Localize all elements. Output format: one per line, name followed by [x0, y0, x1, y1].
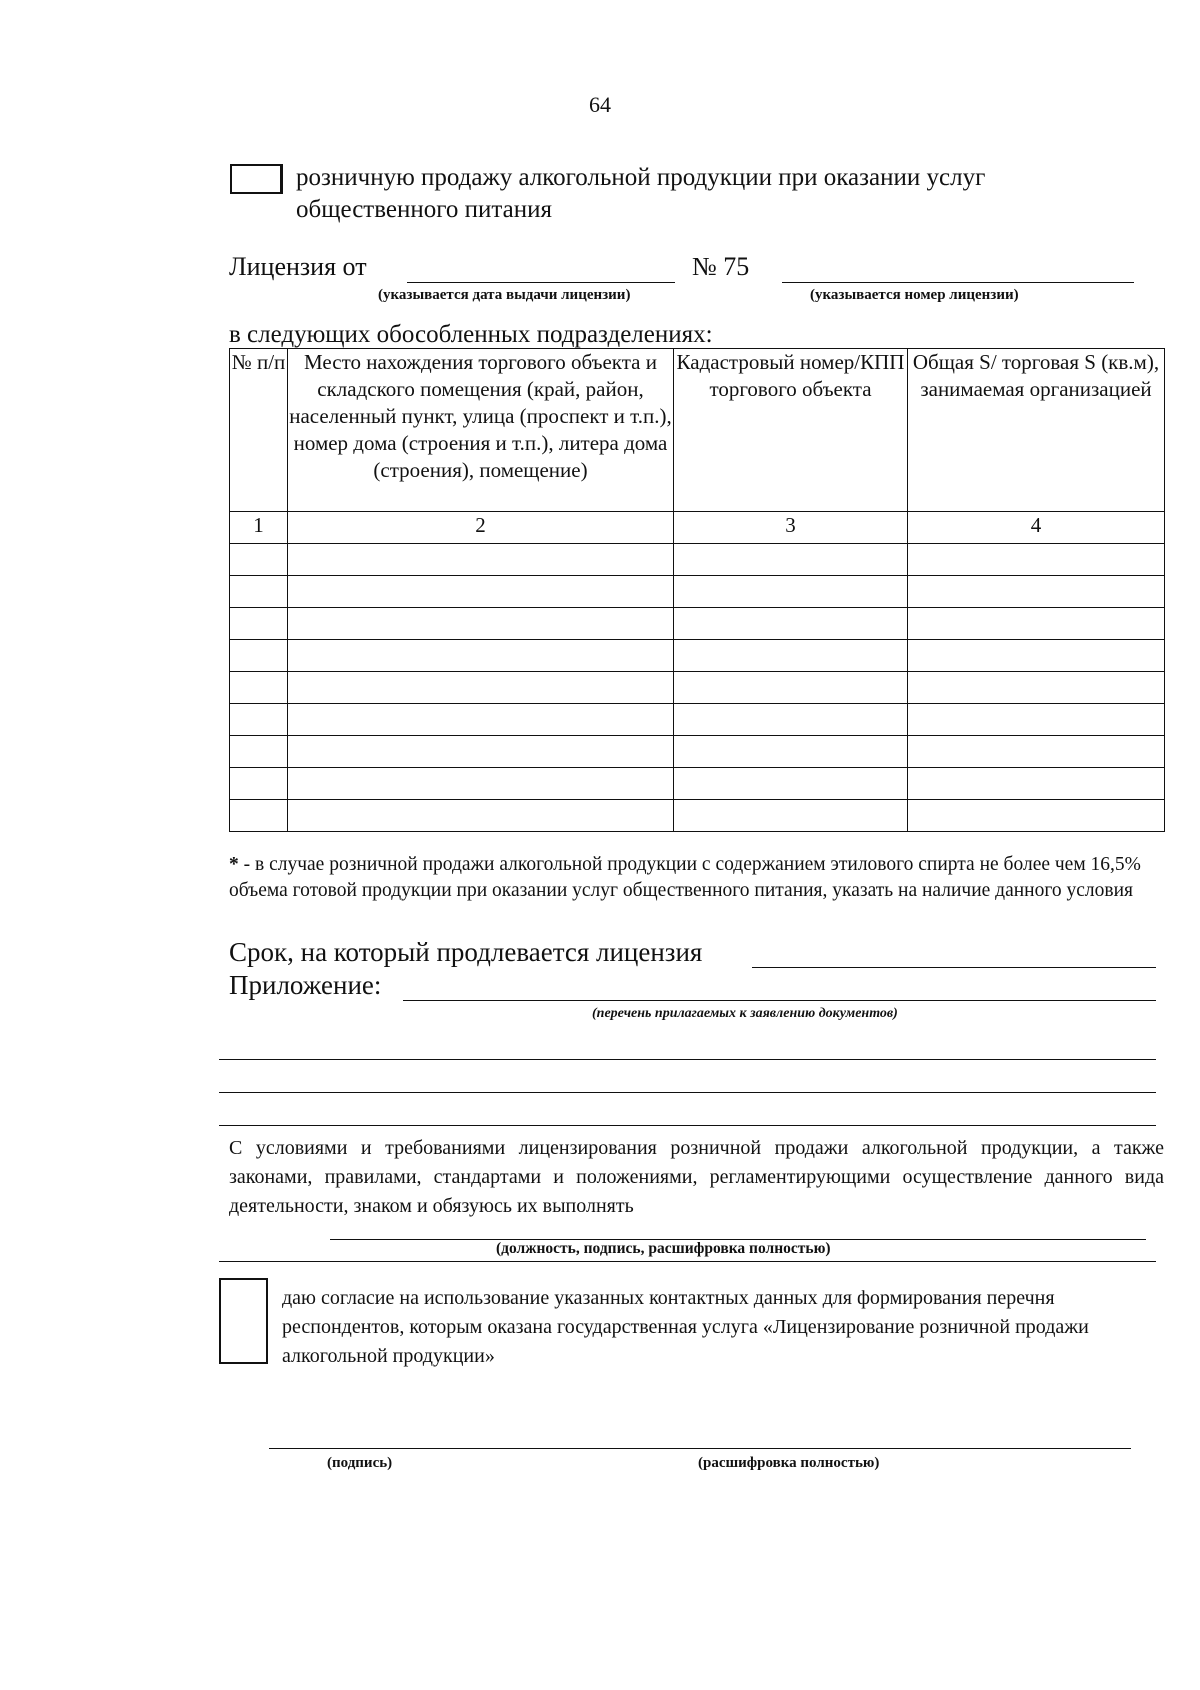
attachment-field[interactable]: [403, 1000, 1156, 1001]
table-cell[interactable]: [908, 800, 1165, 832]
license-number-label: № 75: [692, 252, 750, 281]
subdivisions-heading: в следующих обособленных подразделениях:: [229, 321, 713, 348]
table-cell[interactable]: [288, 704, 674, 736]
table-row: [230, 544, 1165, 576]
table-cell[interactable]: [908, 576, 1165, 608]
table-cell[interactable]: [674, 704, 908, 736]
table-row: [230, 672, 1165, 704]
sign-caption: (подпись): [327, 1455, 393, 1471]
table-row: [230, 768, 1165, 800]
license-number-field[interactable]: [782, 282, 1134, 283]
consent-text: даю согласие на использование указанных контактных данных для формирования перечня респондентов, которым оказана государственная услуга «Лицензирование розничной продажи алкогольной продукции»: [282, 1287, 1089, 1367]
retail-service-checkbox[interactable]: [230, 164, 283, 194]
signature-caption: (должность, подпись, расшифровка полностью): [496, 1240, 831, 1257]
table-cell[interactable]: [674, 608, 908, 640]
header-number: № п/п: [230, 349, 288, 512]
table-cell[interactable]: [230, 608, 288, 640]
license-date-field[interactable]: [407, 282, 675, 283]
column-number-row: [230, 512, 1165, 544]
retail-option-line1: розничную продажу алкогольной продукции при оказании услуг: [296, 164, 986, 191]
footnote-marker: *: [229, 854, 239, 875]
table-row: [230, 608, 1165, 640]
column-number: 1: [230, 512, 288, 544]
header-area: Общая S/ торговая S (кв.м), занимаемая организацией: [908, 349, 1165, 512]
attachment-line[interactable]: [219, 1059, 1156, 1060]
decode-caption: (расшифровка полностью): [698, 1455, 880, 1471]
table-cell[interactable]: [230, 800, 288, 832]
table-cell[interactable]: [674, 768, 908, 800]
table-cell[interactable]: [674, 672, 908, 704]
subdivisions-table: [229, 348, 1165, 832]
table-cell[interactable]: [288, 640, 674, 672]
attachment-caption: (перечень прилагаемых к заявлению документов): [592, 1006, 898, 1021]
table-row: [230, 704, 1165, 736]
table-cell[interactable]: [230, 576, 288, 608]
table-cell[interactable]: [908, 640, 1165, 672]
table-cell[interactable]: [288, 768, 674, 800]
table-row: [230, 576, 1165, 608]
table-cell[interactable]: [288, 608, 674, 640]
header-cadastral: Кадастровый номер/КПП торгового объекта: [674, 349, 908, 512]
table-row: [230, 800, 1165, 832]
column-number: 2: [288, 512, 674, 544]
bottom-signature-field[interactable]: [269, 1448, 1131, 1449]
extension-term-label: Срок, на который продлевается лицензия: [229, 937, 703, 967]
license-date-caption: (указывается дата выдачи лицензии): [378, 287, 631, 303]
table-cell[interactable]: [908, 608, 1165, 640]
table-cell[interactable]: [230, 768, 288, 800]
license-label: Лицензия от: [229, 252, 367, 281]
table-cell[interactable]: [230, 544, 288, 576]
table-cell[interactable]: [288, 544, 674, 576]
retail-option-text: [296, 162, 1116, 226]
column-number: 3: [674, 512, 908, 544]
table-cell[interactable]: [230, 704, 288, 736]
table-cell[interactable]: [908, 544, 1165, 576]
table-row: [230, 736, 1165, 768]
table-cell[interactable]: [288, 576, 674, 608]
table-cell[interactable]: [674, 544, 908, 576]
table-cell[interactable]: [230, 736, 288, 768]
table-cell[interactable]: [288, 672, 674, 704]
table-cell[interactable]: [908, 768, 1165, 800]
header-location: Место нахождения торгового объекта и складского помещения (край, район, населенный пункт, улица (проспект и т.п.), номер дома (строения и т.п.), литера дома (строения), помещение): [288, 349, 674, 512]
attachment-line[interactable]: [219, 1092, 1156, 1093]
table-cell[interactable]: [674, 576, 908, 608]
table-cell[interactable]: [674, 736, 908, 768]
table-cell[interactable]: [288, 800, 674, 832]
attachment-label: Приложение:: [229, 970, 382, 1000]
footnote-text: - в случае розничной продажи алкогольной продукции с содержанием этилового спирта не более чем 16,5% объема готовой продукции при оказании услуг общественного питания, указать на наличие данного условия: [229, 854, 1141, 901]
column-number: 4: [908, 512, 1165, 544]
page-number: 64: [589, 92, 611, 117]
signature-divider: [219, 1261, 1156, 1262]
table-row: [230, 640, 1165, 672]
table-header-row: [230, 349, 1165, 512]
table-cell[interactable]: [674, 800, 908, 832]
consent-checkbox[interactable]: [219, 1278, 268, 1364]
footnote: [229, 852, 1174, 904]
agreement-text: С условиями и требованиями лицензирования розничной продажи алкогольной продукции, а также законами, правилами, стандартами и положениями, регламентирующими осуществление данного вида деятельности, знаком и обязуюсь их выполнять: [229, 1137, 1164, 1217]
table-cell[interactable]: [908, 736, 1165, 768]
table-cell[interactable]: [674, 640, 908, 672]
extension-term-field[interactable]: [752, 967, 1156, 968]
license-number-caption: (указывается номер лицензии): [810, 287, 1019, 303]
table-cell[interactable]: [230, 640, 288, 672]
table-cell[interactable]: [230, 672, 288, 704]
table-cell[interactable]: [908, 672, 1165, 704]
attachment-line[interactable]: [219, 1125, 1156, 1126]
table-cell[interactable]: [908, 704, 1165, 736]
retail-option-line2: общественного питания: [296, 196, 552, 223]
table-cell[interactable]: [288, 736, 674, 768]
